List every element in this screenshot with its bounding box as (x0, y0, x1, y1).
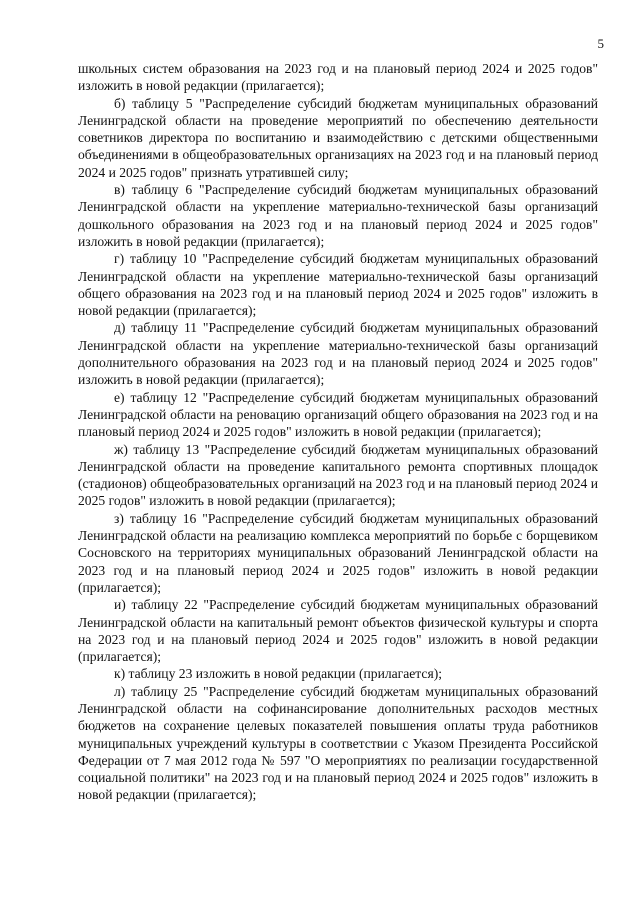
paragraph-item-b: б) таблицу 5 "Распределение субсидий бюджетам муниципальных образований Ленинградской области на проведение мероприятий по обеспечению деятельности советников директора по воспитанию и взаимодействию с детскими общественными объединениями в общеобразовательных организациях на 2023 год и на плановый период 2024 и 2025 годов" признать утратившей силу; (78, 95, 598, 180)
paragraph-item-l: л) таблицу 25 "Распределение субсидий бюджетам муниципальных образований Ленинградской области на софинансирование дополнительных расходов местных бюджетов на сохранение целевых показателей повышения оплаты труда работников муниципальных учреждений культуры в соответствии с Указом Президента Российской Федерации от 7 мая 2012 года № 597 "О мероприятиях по реализации государственной социальной политики" на 2023 год и на плановый период 2024 и 2025 годов" изложить в новой редакции (прилагается); (78, 683, 598, 803)
paragraph-item-z: з) таблицу 16 "Распределение субсидий бюджетам муниципальных образований Ленинградской области на реализацию комплекса мероприятий по борьбе с борщевиком Сосновского на территориях муниципальных образований Ленинградской области на 2023 год и на плановый период 2024 и 2025 годов" изложить в новой редакции (прилагается); (78, 510, 598, 595)
paragraph-item-i: и) таблицу 22 "Распределение субсидий бюджетам муниципальных образований Ленинградской области на капитальный ремонт объектов физической культуры и спорта на 2023 год и на плановый период 2024 и 2025 годов" изложить в новой редакции (прилагается); (78, 597, 598, 665)
paragraph-item-k: к) таблицу 23 изложить в новой редакции (прилагается); (114, 666, 443, 682)
paragraph-item-zh: ж) таблицу 13 "Распределение субсидий бюджетам муниципальных образований Ленинградской области на проведение капитального ремонта спортивных площадок (стадионов) общеобразовательных организаций на 2023 год и на плановый период 2024 и 2025 годов" изложить в новой редакции (прилагается); (78, 441, 598, 509)
document-body (78, 60, 598, 804)
paragraph-item-g: г) таблицу 10 "Распределение субсидий бюджетам муниципальных образований Ленинградской области на укрепление материально-технической базы организаций общего образования на 2023 год и на плановый период 2024 и 2025 годов" изложить в новой редакции (прилагается); (78, 251, 598, 319)
paragraph-item-e: е) таблицу 12 "Распределение субсидий бюджетам муниципальных образований Ленинградской области на реновацию организаций общего образования на 2023 год и на плановый период 2024 и 2025 годов" изложить в новой редакции (прилагается); (78, 389, 598, 440)
paragraph-continuation: школьных систем образования на 2023 год и на плановый период 2024 и 2025 годов" изложить в новой редакции (прилагается); (78, 61, 598, 94)
paragraph-item-v: в) таблицу 6 "Распределение субсидий бюджетам муниципальных образований Ленинградской области на укрепление материально-технической базы организаций дошкольного образования на 2023 год и на плановый период 2024 и 2025 годов" изложить в новой редакции (прилагается); (78, 182, 598, 249)
paragraph-item-d: д) таблицу 11 "Распределение субсидий бюджетам муниципальных образований Ленинградской области на укрепление материально-технической базы организаций дополнительного образования на 2023 год и на плановый период 2024 и 2025 годов" изложить в новой редакции (прилагается); (78, 320, 598, 388)
page-number: 5 (597, 36, 604, 51)
